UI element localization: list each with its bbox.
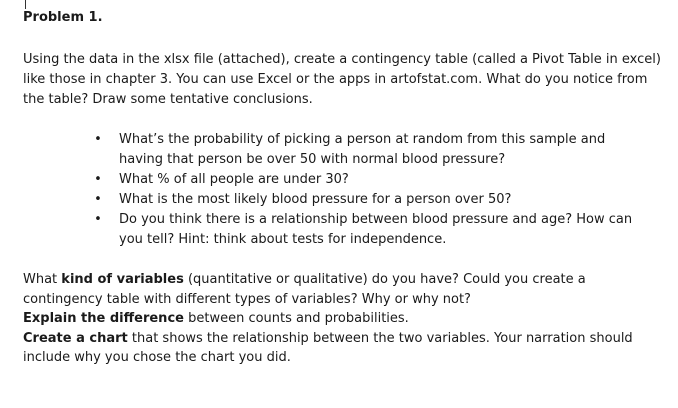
list-item — [94, 210, 639, 250]
variables-post: (quantitative or qualitative) do you have? Could you create a contingency table with different types of variables? Why or why not? — [23, 272, 586, 307]
question-text: What’s the probability of picking a person at random from this sample and having that person be over 50 with normal blood pressure? — [119, 132, 606, 167]
difference-paragraph — [23, 309, 668, 329]
list-item — [94, 130, 639, 170]
difference-bold: Explain the difference — [23, 311, 184, 326]
list-item — [94, 170, 639, 190]
variables-pre: What — [23, 272, 62, 287]
variables-bold: kind of variables — [61, 272, 184, 287]
variables-paragraph — [23, 270, 668, 309]
bullet-icon: • — [94, 212, 102, 227]
bullet-icon: • — [94, 172, 102, 187]
question-text: What is the most likely blood pressure for a person over 50? — [119, 192, 512, 207]
question-list — [23, 130, 668, 250]
problem-title: Problem 1. — [23, 10, 103, 25]
question-text: What % of all people are under 30? — [119, 172, 349, 187]
question-text: Do you think there is a relationship between blood pressure and age? How can you tell? Hint: think about tests for independence. — [119, 212, 633, 247]
additional-questions — [23, 270, 668, 368]
chart-paragraph — [23, 329, 668, 368]
list-item — [94, 190, 639, 210]
bullet-icon: • — [94, 192, 102, 207]
intro-paragraph: Using the data in the xlsx file (attached), create a contingency table (called a Pivot Table in excel) like those in chapter 3. You can use Excel or the apps in artofstat.com. What do you notice from the table? Draw some tentative conclusions. — [23, 52, 661, 107]
chart-post: that shows the relationship between the two variables. Your narration should include why you chose the chart you did. — [23, 330, 633, 365]
bullet-icon: • — [94, 132, 102, 147]
chart-bold: Create a chart — [23, 330, 128, 346]
document-page — [23, 8, 668, 368]
difference-post: between counts and probabilities. — [183, 311, 409, 326]
